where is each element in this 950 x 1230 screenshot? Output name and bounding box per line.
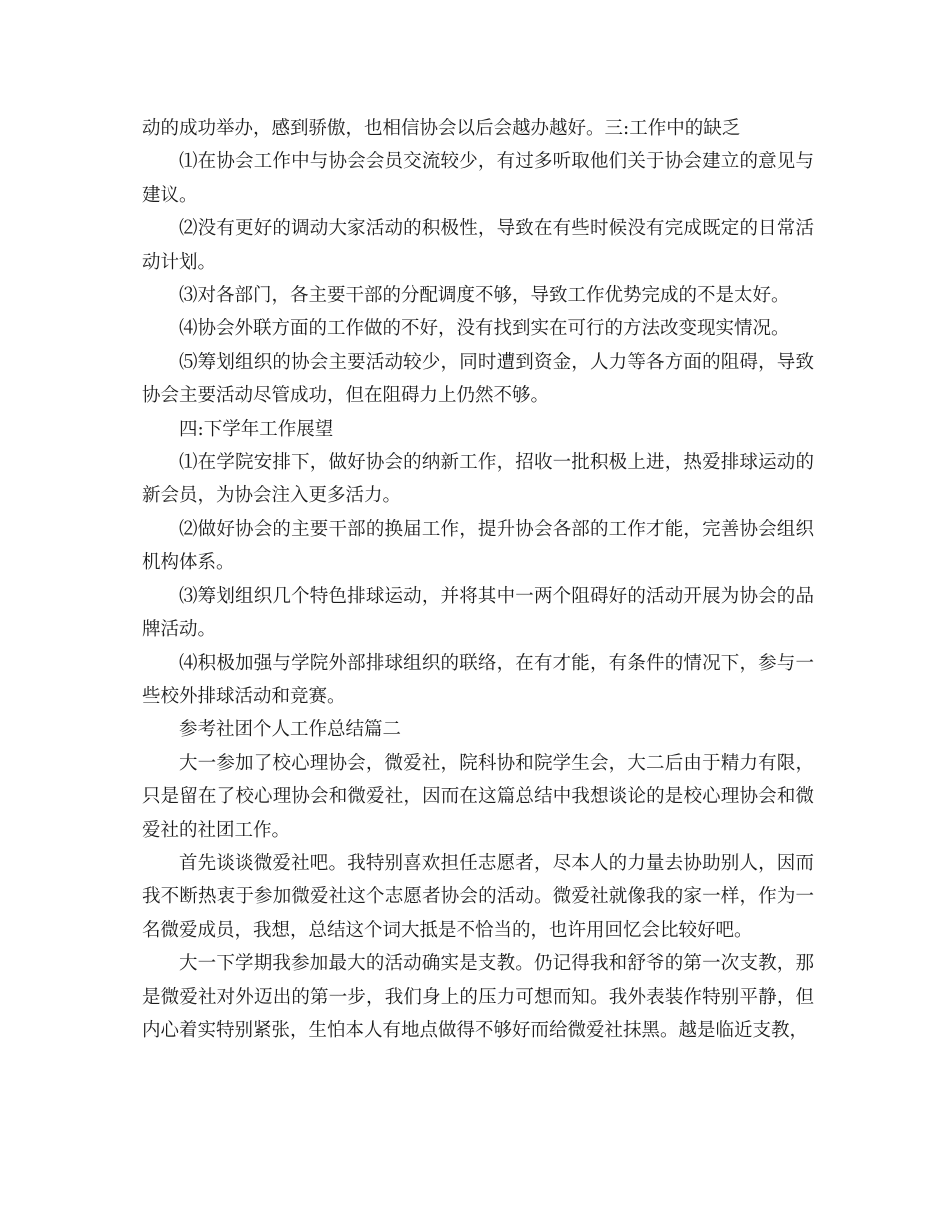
document-body (142, 112, 814, 1047)
paragraph-item-2: ⑵没有更好的调动大家活动的积极性，导致在有些时候没有完成既定的日常活动计划。 (142, 218, 814, 273)
paragraph-intro: 大一参加了校心理协会，微爱社，院科协和院学生会，大二后由于精力有限，只是留在了校心理协会和微爱社，因而在这篇总结中我想谈论的是校心理协会和微爱社的社团工作。 (142, 752, 814, 841)
paragraph-outlook-1: ⑴在学院安排下，做好协会的纳新工作，招收一批积极上进，热爱排球运动的新会员，为协会注入更多活力。 (142, 452, 814, 507)
paragraph-outlook-3: ⑶筹划组织几个特色排球运动，并将其中一两个阻碍好的活动开展为协会的品牌活动。 (142, 585, 814, 641)
paragraph-item-5: ⑸筹划组织的协会主要活动较少，同时遭到资金，人力等各方面的阻碍，导致协会主要活动尽管成功，但在阻碍力上仍然不够。 (142, 351, 814, 407)
paragraph-item-1: ⑴在协会工作中与协会会员交流较少，有过多听取他们关于协会建立的意见与建议。 (142, 151, 814, 206)
paragraph-continuation: 动的成功举办，感到骄傲，也相信协会以后会越办越好。三:工作中的缺乏 (142, 118, 741, 139)
paragraph-teaching: 大一下学期我参加最大的活动确实是支教。仍记得我和舒爷的第一次支教，那是微爱社对外迈出的第一步，我们身上的压力可想而知。我外表装作特别平静，但内心着实特别紧张，生怕本人有地点做得不够好而给微爱社抹黑。越是临近支教， (142, 953, 814, 1041)
paragraph-item-4: ⑷协会外联方面的工作做的不好，没有找到实在可行的方法改变现实情况。 (179, 318, 790, 340)
paragraph-outlook-2: ⑵做好协会的主要干部的换届工作，提升协会各部的工作才能，完善协会组织机构体系。 (142, 518, 814, 574)
paragraph-outlook-4: ⑷积极加强与学院外部排球组织的联络，在有才能，有条件的情况下，参与一些校外排球活动和竞赛。 (142, 652, 814, 707)
paragraph-weiai-society: 首先谈谈微爱社吧。我特别喜欢担任志愿者，尽本人的力量去协助别人，因而我不断热衷于参加微爱社这个志愿者协会的活动。微爱社就像我的家一样，作为一名微爱成员，我想，总结这个词大抵是不恰当的，也许用回忆会比较好吧。 (142, 852, 814, 941)
section-heading-outlook: 四:下学年工作展望 (179, 418, 334, 440)
article-title-part-two: 参考社团个人工作总结篇二 (179, 719, 402, 741)
paragraph-item-3: ⑶对各部门，各主要干部的分配调度不够，导致工作优势完成的不是太好。 (179, 285, 790, 307)
